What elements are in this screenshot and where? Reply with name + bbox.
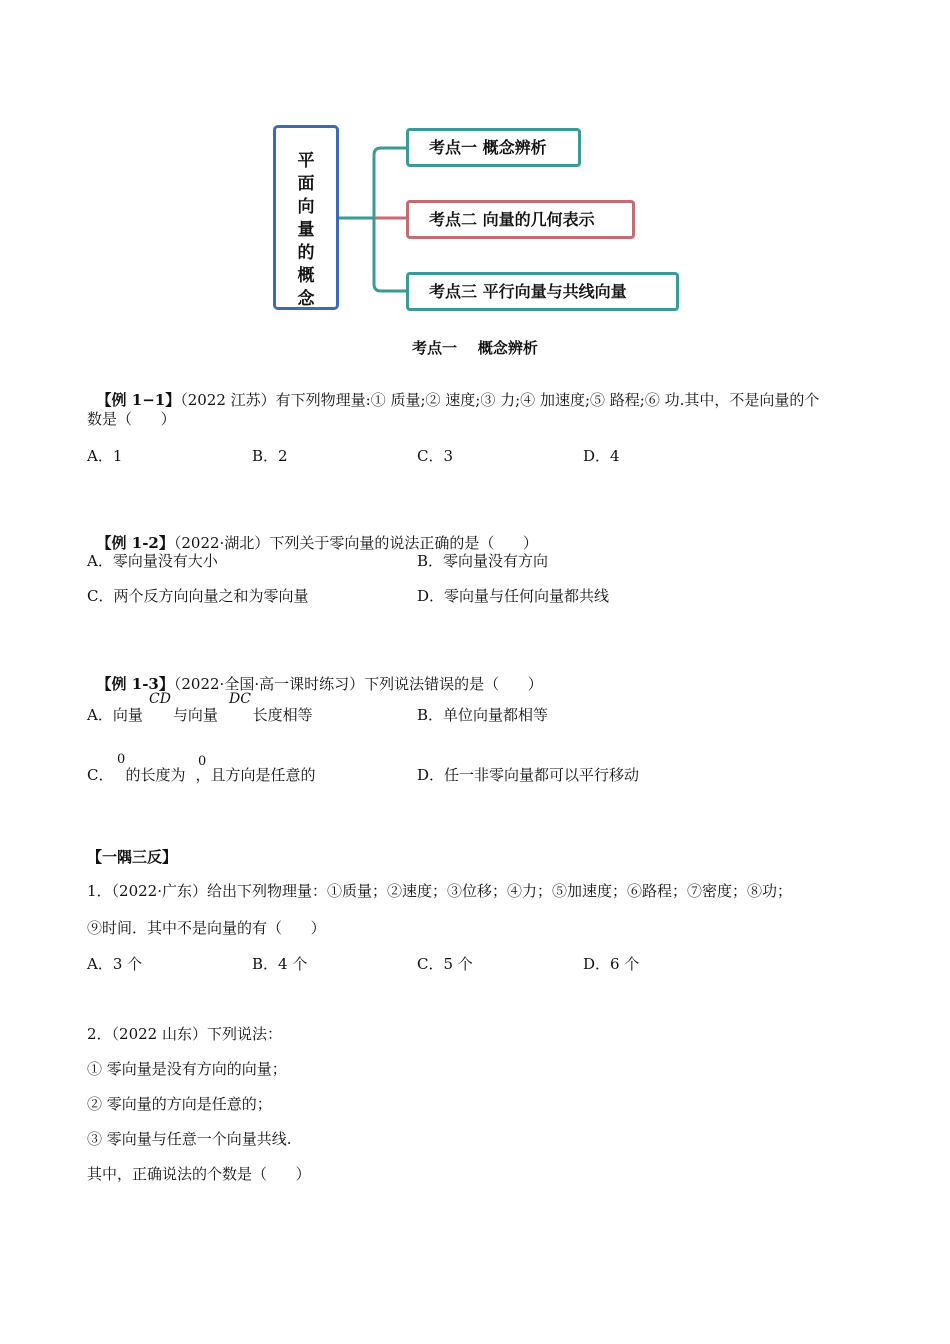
topic-label-2: 考点二 向量的几何表示 [429, 210, 595, 229]
root-char: 向 [297, 197, 315, 217]
section-title: 考点一 概念辨析 [412, 339, 538, 357]
option-c: C．3 [417, 447, 454, 465]
option-c: C．两个反方向向量之和为零向量 [87, 587, 309, 605]
example-tag: 【例 1−1】 [96, 391, 181, 409]
mindmap-root [273, 125, 339, 310]
option-c-mid: 的长度为 [125, 766, 186, 784]
root-char: 量 [297, 220, 315, 240]
topic-label-3: 考点三 平行向量与共线向量 [429, 282, 627, 301]
example-stem: （2022·全国·高一课时练习）下列说法错误的是（ ） [173, 675, 543, 693]
option-b: B．零向量没有方向 [417, 552, 549, 570]
statement-1: ① 零向量是没有方向的向量； [87, 1060, 287, 1078]
practice-q2-question: 其中，正确说法的个数是（ ） [87, 1165, 311, 1183]
topic-label-1: 考点一 概念辨析 [429, 138, 547, 157]
option-c-suffix: ，且方向是任意的 [195, 766, 316, 784]
practice-heading: 【一隅三反】 [87, 848, 178, 866]
root-char: 概 [297, 266, 315, 286]
practice-q1-line2: ⑨时间．其中不是向量的有（ ） [87, 919, 326, 937]
statement-3: ③ 零向量与任意一个向量共线. [87, 1130, 292, 1148]
option-b: B．4 个 [252, 955, 308, 973]
root-char: 面 [297, 174, 315, 194]
option-b: B．2 [252, 447, 288, 465]
topic-box-3 [406, 272, 679, 311]
option-d: D．4 [583, 447, 620, 465]
option-a-prefix: A．向量 [87, 706, 143, 724]
example-stem: （2022 江苏）有下列物理量:① 质量;② 速度;③ 力;④ 加速度;⑤ 路程;⑥ 功.其中，不是向量的个 [180, 391, 820, 409]
example-1-2-stem [87, 514, 538, 553]
topic-box-1 [406, 128, 581, 167]
option-a: A．零向量没有大小 [87, 552, 218, 570]
zero-vector-symbol: 0 [117, 752, 126, 767]
vector-dc: DC [229, 691, 251, 707]
example-1-1-line1 [87, 371, 819, 410]
root-char: 平 [297, 151, 315, 171]
option-d: D．零向量与任何向量都共线 [417, 587, 610, 605]
vector-cd: CD [149, 691, 171, 707]
option-b: B．单位向量都相等 [417, 706, 549, 724]
example-stem: （2022·湖北）下列关于零向量的说法正确的是（ ） [173, 534, 538, 552]
zero-value-symbol: 0 [198, 754, 207, 769]
option-d: D．任一非零向量都可以平行移动 [417, 766, 640, 784]
option-c: C．5 个 [417, 955, 473, 973]
example-1-3-stem [87, 655, 543, 694]
practice-q1-line1: 1．（2022·广东）给出下列物理量：①质量；②速度；③位移；④力；⑤加速度；⑥路程；⑦密度；⑧功； [87, 882, 792, 900]
mindmap-diagram [0, 0, 950, 330]
option-a [87, 704, 313, 725]
practice-q2-stem: 2．（2022 山东）下列说法： [87, 1025, 282, 1043]
option-a-suffix: 长度相等 [247, 706, 313, 724]
option-c-prefix: C． [87, 766, 114, 784]
option-d: D．6 个 [583, 955, 640, 973]
option-a-mid: 与向量 [172, 706, 218, 724]
example-tag: 【例 1-3】 [96, 675, 174, 693]
statement-2: ② 零向量的方向是任意的； [87, 1095, 272, 1113]
root-char: 的 [297, 243, 315, 263]
option-a: A．3 个 [87, 955, 143, 973]
example-1-1-line2: 数是（ ） [87, 410, 176, 428]
example-tag: 【例 1-2】 [96, 534, 174, 552]
option-a: A．1 [87, 447, 123, 465]
topic-box-2 [406, 200, 635, 239]
root-char: 念 [297, 289, 315, 309]
